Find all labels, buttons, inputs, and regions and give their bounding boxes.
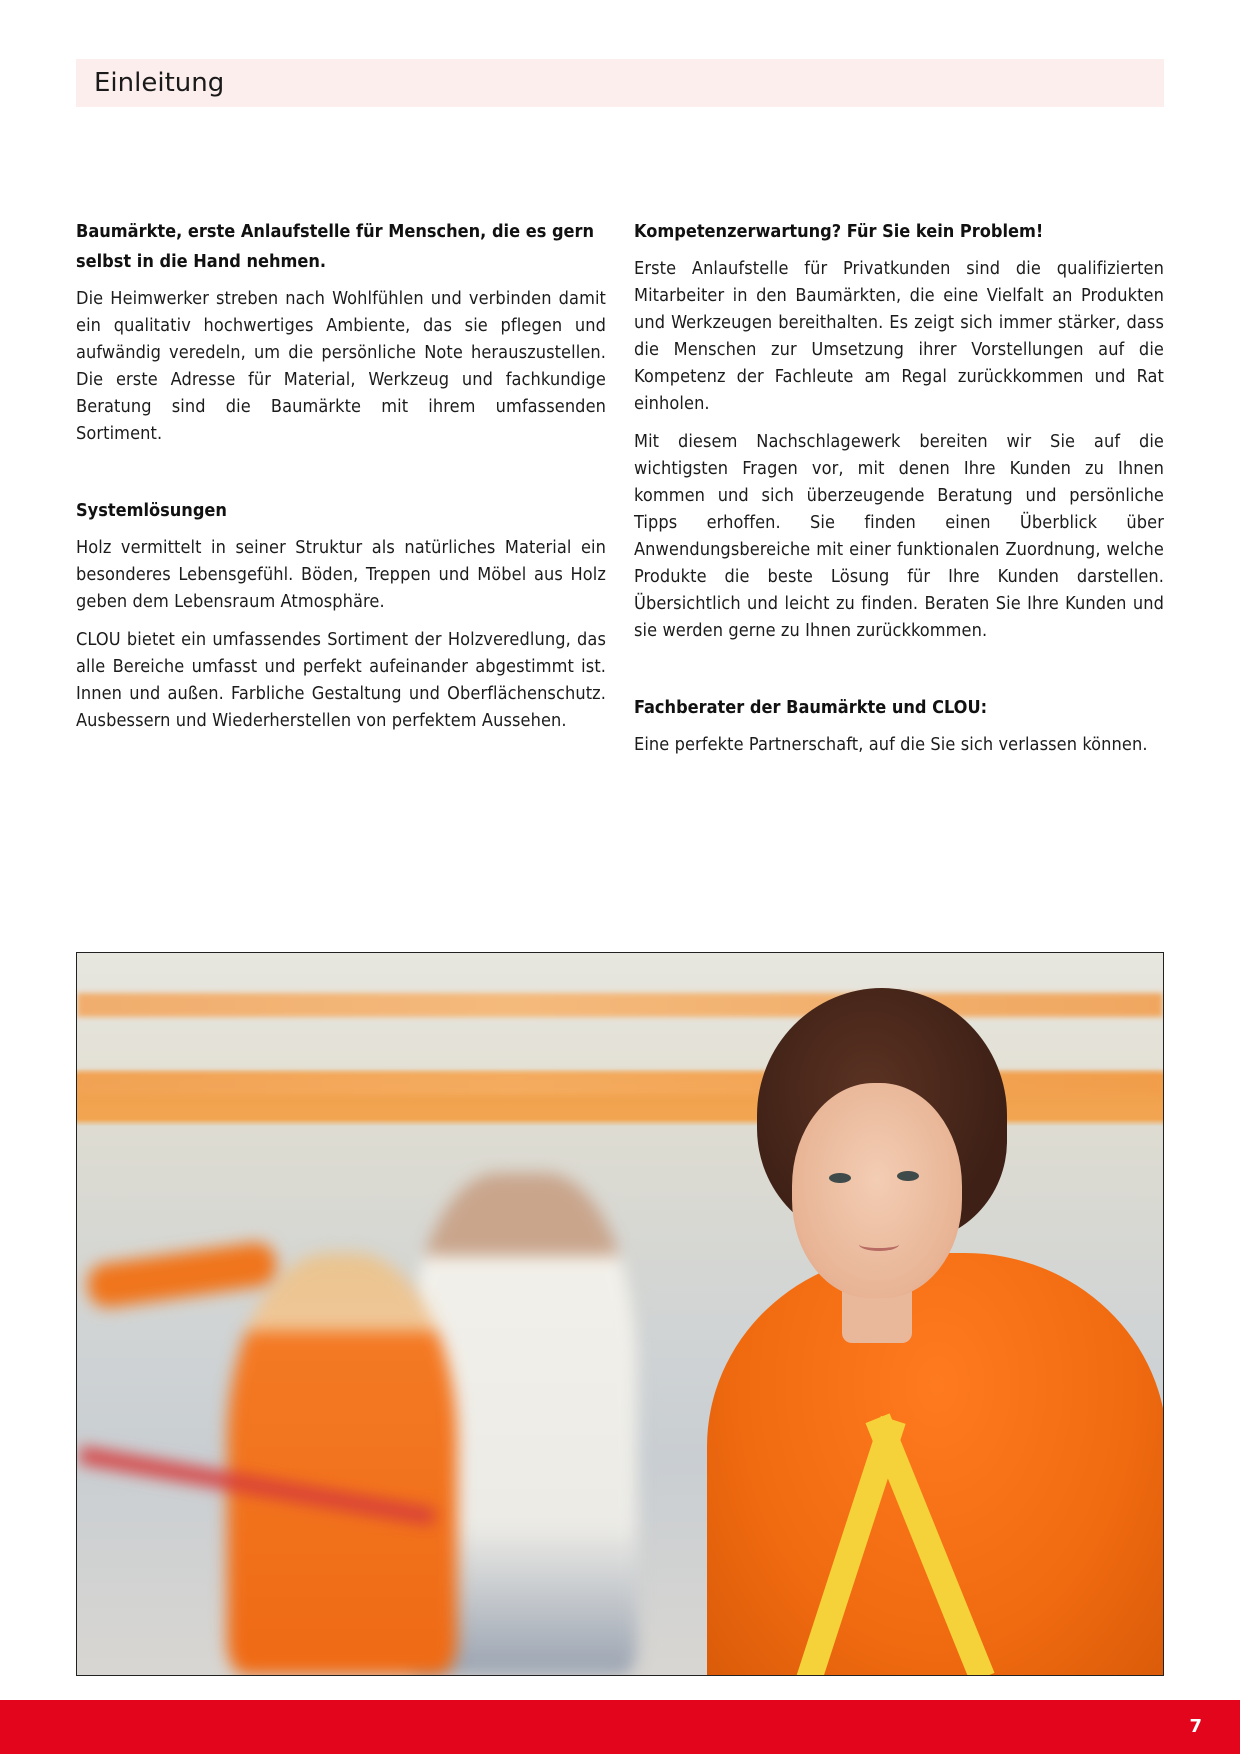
- worker-face: [792, 1083, 962, 1298]
- footer-bar: [0, 1700, 1240, 1754]
- eye: [897, 1171, 919, 1181]
- competence-paragraph-2: Mit diesem Nachschlagewerk bereiten wir Sie auf die wichtigsten Fragen vor, mit denen Ihre Kunden zu Ihnen kommen und sich überzeugende Beratung und persönliche Tipps erhoffen. Sie finden einen Überblick über Anwendungsbereiche mit einer funktionalen Zuordnung, welche Produkte die beste Lösung für Ihre Kunden darstellen. Übersichtlich und leicht zu finden. Beraten Sie Ihre Kunden und sie werden gerne zu Ihnen zurückkommen.: [634, 431, 1164, 641]
- right-column: [634, 217, 1164, 769]
- left-column: [76, 217, 606, 745]
- eye: [829, 1173, 851, 1183]
- section-spacer: [76, 458, 606, 496]
- competence-paragraph-1: Erste Anlaufstelle für Privatkunden sind die qualifizierten Mitarbeiter in den Baumärkten, die eine Vielfalt an Produkten und Werkzeugen bereithalten. Es zeigt sich immer stärker, dass die Menschen zur Umsetzung ihrer Vorstellungen auf die Kompetenz der Fachleute am Regal zurückkommen und Rat einholen.: [634, 258, 1164, 414]
- partner-paragraph: Eine perfekte Partnerschaft, auf die Sie sich verlassen können.: [634, 734, 1148, 755]
- intro-paragraph: Die Heimwerker streben nach Wohlfühlen und verbinden damit ein qualitativ hochwertiges Ambiente, das sie pflegen und aufwändig veredeln, um die persönliche Note herauszustellen. Die erste Adresse für Material, Werkzeug und fachkundige Beratung sind die Baumärkte mit ihrem umfassenden Sortiment.: [76, 288, 606, 444]
- system-paragraph-2: CLOU bietet ein umfassendes Sortiment der Holzveredlung, das alle Bereiche umfasst und perfekt aufeinander abgestimmt ist. Innen und außen. Farbliche Gestaltung und Oberflächenschutz. Ausbessern und Wiederherstellen von perfektem Aussehen.: [76, 629, 606, 731]
- background-arm: [85, 1240, 279, 1310]
- intro-heading: Baumärkte, erste Anlaufstelle für Menschen, die es gern selbst in die Hand nehmen.: [76, 221, 595, 272]
- system-heading: Systemlösungen: [76, 500, 227, 521]
- title-band: [76, 59, 1164, 107]
- smile: [859, 1238, 899, 1251]
- worker-orange-shirt: [707, 1253, 1164, 1676]
- partner-heading: Fachberater der Baumärkte und CLOU:: [634, 697, 988, 718]
- competence-heading: Kompetenzerwartung? Für Sie kein Problem!: [634, 221, 1044, 242]
- store-employee-photo: [76, 952, 1164, 1676]
- system-paragraph-1: Holz vermittelt in seiner Struktur als natürliches Material ein besonderes Lebensgefühl. Böden, Treppen und Möbel aus Holz geben dem Lebensraum Atmosphäre.: [76, 537, 606, 612]
- background-staff-figure: [227, 1253, 457, 1675]
- shelf-band: [77, 993, 1163, 1017]
- page-title: Einleitung: [94, 68, 225, 98]
- section-spacer: [634, 655, 1164, 693]
- page-number: 7: [1189, 1716, 1202, 1737]
